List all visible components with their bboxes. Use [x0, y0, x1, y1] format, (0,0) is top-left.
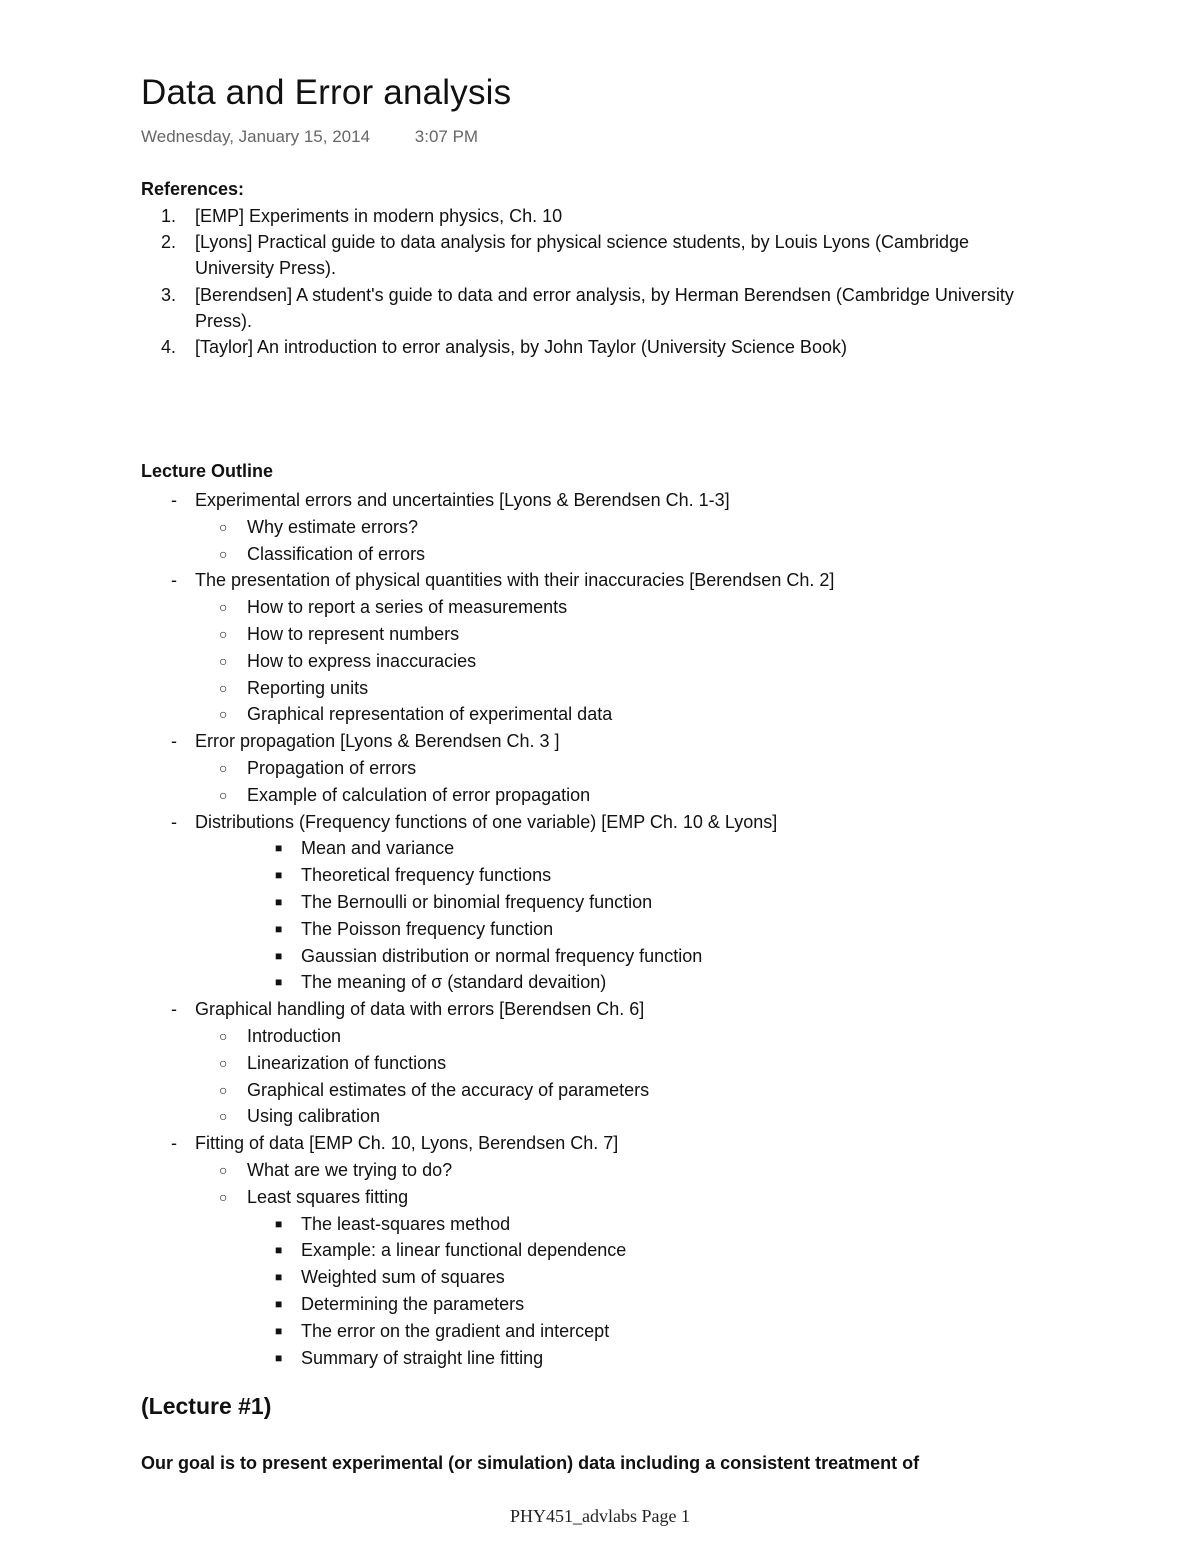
outline-item-text: Theoretical frequency functions	[301, 865, 552, 886]
square-bullet-icon: ■	[275, 868, 283, 883]
outline-item-level-2	[141, 648, 1041, 675]
outline-item-text: The least-squares method	[301, 1213, 511, 1234]
outline-item-level-1	[141, 567, 1041, 594]
outline-item-text: Using calibration	[247, 1106, 381, 1127]
outline-item-level-3	[141, 969, 1041, 996]
outline-item-text: Error propagation [Lyons & Berendsen Ch. 3 ]	[195, 731, 560, 752]
outline-item-level-3	[141, 1318, 1041, 1345]
outline-item-text: Weighted sum of squares	[301, 1267, 505, 1288]
outline-item-level-2	[141, 1103, 1041, 1130]
lecture-heading: (Lecture #1)	[141, 1393, 272, 1419]
outline-item-level-3	[141, 916, 1041, 943]
outline-item-level-2	[141, 701, 1041, 728]
outline-item-level-3	[141, 862, 1041, 889]
outline-item-text: Introduction	[247, 1025, 342, 1046]
dash-bullet-icon: -	[171, 811, 177, 832]
outline-item-text: The presentation of physical quantities with their inaccuracies [Berendsen Ch. 2]	[195, 570, 835, 591]
outline-item-text: What are we trying to do?	[247, 1159, 453, 1180]
outline-item-level-2	[141, 621, 1041, 648]
goal-statement: Our goal is to present experimental (or simulation) data including a consistent treatment of	[141, 1453, 920, 1473]
outline-item-level-2	[141, 755, 1041, 782]
reference-number: 4.	[161, 337, 177, 358]
circle-bullet-icon: ○	[219, 625, 228, 642]
outline-item-level-2	[141, 675, 1041, 702]
outline-item-level-1	[141, 1130, 1041, 1157]
dash-bullet-icon: -	[171, 490, 177, 510]
outline-item-text: Linearization of functions	[247, 1052, 447, 1073]
circle-bullet-icon: ○	[219, 1161, 228, 1178]
outline-item-level-2	[141, 782, 1041, 809]
outline-item-text: How to report a series of measurements	[247, 597, 568, 618]
note-date: Wednesday, January 15, 2014	[141, 127, 371, 146]
outline-item-text: Graphical estimates of the accuracy of parameters	[247, 1079, 650, 1100]
outline-item-level-3	[141, 889, 1041, 916]
reference-item	[141, 334, 1021, 360]
outline-item-level-2	[141, 1184, 1041, 1211]
outline-item-level-3	[141, 1345, 1041, 1372]
lecture-outline-heading: Lecture Outline	[141, 461, 274, 481]
outline-item-text: Summary of straight line fitting	[301, 1347, 544, 1368]
outline-item-text: The error on the gradient and intercept	[301, 1320, 610, 1341]
outline-item-level-2	[141, 594, 1041, 621]
outline-item-text: Mean and variance	[301, 838, 455, 859]
reference-text: [Berendsen] A student's guide to data and error analysis, by Herman Berendsen (Cambridge University Press).	[195, 284, 1014, 331]
outline-item-text: How to represent numbers	[247, 623, 460, 644]
reference-text: [Taylor] An introduction to error analysis, by John Taylor (University Science Book)	[195, 337, 847, 358]
outline-item-level-2	[141, 1157, 1041, 1184]
outline-item-level-2	[141, 1050, 1041, 1077]
references-heading: References:	[141, 179, 245, 199]
outline-item-level-1	[141, 487, 1041, 514]
outline-item-level-3	[141, 1291, 1041, 1318]
note-timestamp	[141, 127, 478, 147]
reference-number: 3.	[161, 284, 177, 305]
circle-bullet-icon: ○	[219, 786, 228, 803]
reference-text: [EMP] Experiments in modern physics, Ch. 10	[195, 206, 563, 226]
outline-item-level-1	[141, 809, 1041, 836]
outline-item-text: Graphical handling of data with errors [Berendsen Ch. 6]	[195, 999, 645, 1020]
outline-item-text: Distributions (Frequency functions of one variable) [EMP Ch. 10 & Lyons]	[195, 811, 778, 832]
square-bullet-icon: ■	[275, 841, 283, 856]
reference-item	[141, 203, 1021, 229]
outline-item-text: Classification of errors	[247, 543, 426, 564]
outline-item-text: Determining the parameters	[301, 1293, 525, 1314]
square-bullet-icon: ■	[275, 894, 283, 909]
circle-bullet-icon: ○	[219, 1108, 228, 1125]
outline-item-text: Example of calculation of error propagation	[247, 784, 591, 805]
outline-item-level-1	[141, 728, 1041, 755]
outline-item-text: The meaning of σ (standard devaition)	[301, 972, 607, 993]
note-time: 3:07 PM	[414, 127, 479, 146]
outline-item-text: Propagation of errors	[247, 757, 417, 778]
outline-item-level-3	[141, 1237, 1041, 1264]
outline-item-level-2	[141, 1077, 1041, 1104]
circle-bullet-icon: ○	[219, 1081, 228, 1098]
outline-item-text: Example: a linear functional dependence	[301, 1240, 627, 1261]
outline-item-text: The Poisson frequency function	[301, 918, 554, 939]
outline-item-level-3	[141, 1211, 1041, 1238]
outline-item-text: How to express inaccuracies	[247, 650, 477, 671]
outline-item-text: Why estimate errors?	[247, 516, 419, 537]
outline-item-level-3	[141, 835, 1041, 862]
outline-item-text: Least squares fitting	[247, 1186, 409, 1207]
reference-number: 1.	[161, 206, 177, 226]
outline-item-level-3	[141, 943, 1041, 970]
outline-item-level-2	[141, 514, 1041, 541]
square-bullet-icon: ■	[275, 1323, 283, 1338]
reference-item	[141, 282, 1021, 334]
circle-bullet-icon: ○	[219, 679, 228, 696]
circle-bullet-icon: ○	[219, 545, 228, 562]
square-bullet-icon: ■	[275, 1296, 283, 1311]
dash-bullet-icon: -	[171, 999, 177, 1020]
lecture-outline-list	[141, 487, 1041, 1371]
square-bullet-icon: ■	[275, 1270, 283, 1285]
circle-bullet-icon: ○	[219, 759, 228, 776]
dash-bullet-icon: -	[171, 731, 177, 752]
page-title: Data and Error analysis	[141, 73, 512, 112]
outline-item-level-2	[141, 1023, 1041, 1050]
dash-bullet-icon: -	[171, 1133, 177, 1154]
square-bullet-icon: ■	[275, 1243, 283, 1258]
square-bullet-icon: ■	[275, 1350, 283, 1365]
circle-bullet-icon: ○	[219, 1188, 228, 1205]
reference-number: 2.	[161, 232, 177, 253]
outline-item-text: Graphical representation of experimental data	[247, 704, 613, 725]
outline-item-level-2	[141, 541, 1041, 568]
outline-item-level-1	[141, 996, 1041, 1023]
square-bullet-icon: ■	[275, 975, 283, 990]
outline-item-text: Reporting units	[247, 677, 369, 698]
outline-item-text: Experimental errors and uncertainties [Lyons & Berendsen Ch. 1-3]	[195, 490, 730, 510]
square-bullet-icon: ■	[275, 1216, 283, 1231]
circle-bullet-icon: ○	[219, 1027, 228, 1044]
reference-text: [Lyons] Practical guide to data analysis for physical science students, by Louis Lyons (Cambridge University Press).	[195, 232, 970, 279]
circle-bullet-icon: ○	[219, 518, 228, 535]
outline-item-level-3	[141, 1264, 1041, 1291]
circle-bullet-icon: ○	[219, 1054, 228, 1071]
outline-item-text: Fitting of data [EMP Ch. 10, Lyons, Berendsen Ch. 7]	[195, 1133, 619, 1154]
reference-item	[141, 229, 1021, 281]
references-list	[141, 203, 1021, 360]
circle-bullet-icon: ○	[219, 599, 228, 616]
circle-bullet-icon: ○	[219, 706, 228, 723]
outline-item-text: Gaussian distribution or normal frequency function	[301, 945, 703, 966]
dash-bullet-icon: -	[171, 570, 177, 591]
page-footer: PHY451_advlabs Page 1	[510, 1506, 690, 1526]
square-bullet-icon: ■	[275, 948, 283, 963]
circle-bullet-icon: ○	[219, 652, 228, 669]
outline-item-text: The Bernoulli or binomial frequency function	[301, 891, 653, 912]
square-bullet-icon: ■	[275, 921, 283, 936]
